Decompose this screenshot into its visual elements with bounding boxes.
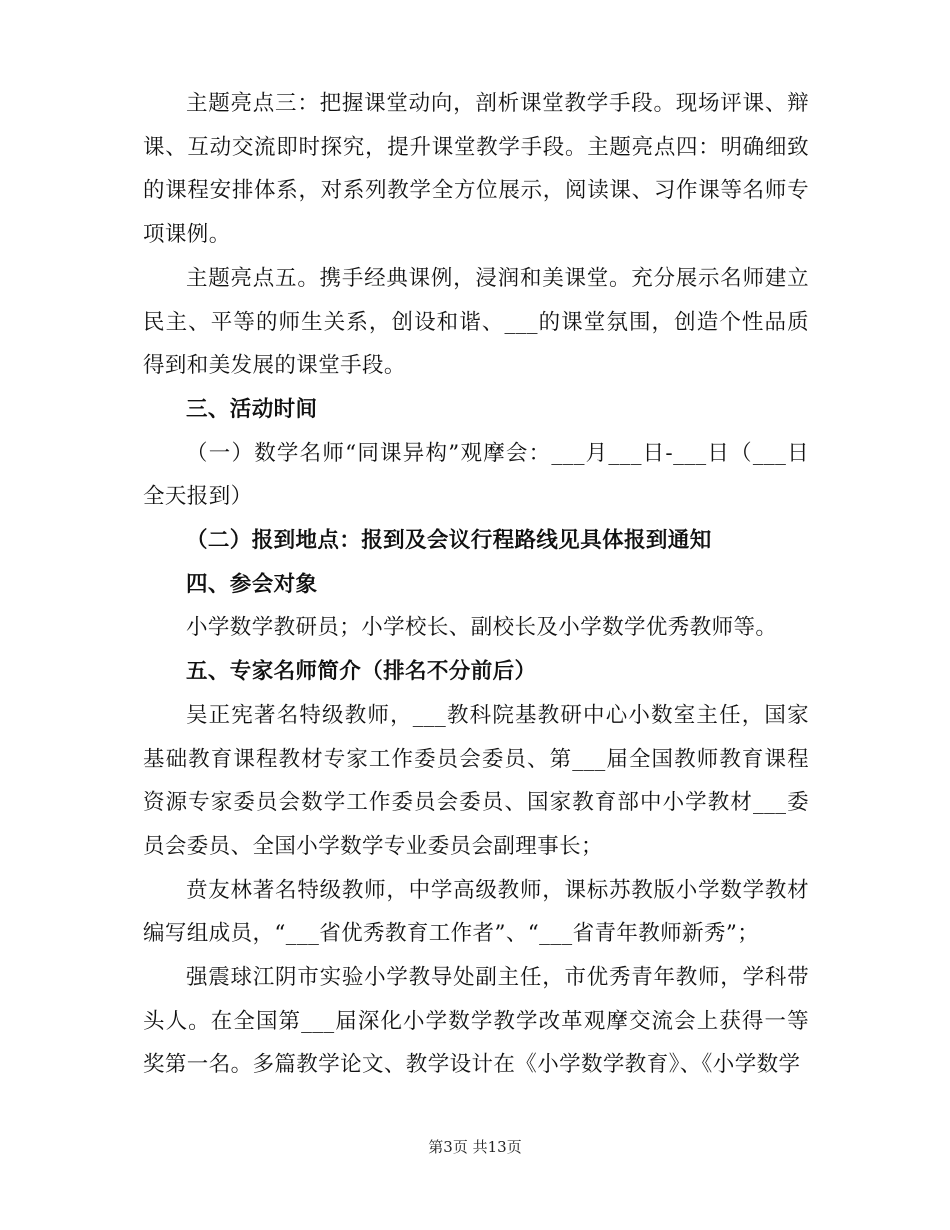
paragraph-highlight-five: 主题亮点五。携手经典课例，浸润和美课堂。充分展示名师建立民主、平等的师生关系，创设和谐、___的课堂氛围，创造个性品质得到和美发展的课堂手段。 [143,265,809,379]
section-heading-activity-time: 三、活动时间 [186,396,318,422]
paragraph-expert-wu: 吴正宪著名特级教师，___教科院基教研中心小数室主任，国家基础教育课程教材专家工作委员会委员、第___届全国教师教育课程资源专家委员会数学工作委员会委员、国家教育部中小学教材___委员会委员、全国小学数学专业委员会副理事长； [143,702,809,859]
page-number-footer: 第3页 共13页 [428,1138,522,1156]
section-heading-participants: 四、参会对象 [186,571,318,597]
paragraph-observation-meeting: （一）数学名师“同课异构”观摩会：___月___日-___日（___日全天报到） [143,440,809,510]
paragraph-participants: 小学数学教研员；小学校长、副校长及小学数学优秀教师等。 [186,615,778,641]
document-body [143,82,809,1087]
paragraph-expert-ben: 贲友林著名特级教师，中学高级教师，课标苏教版小学数学教材编写组成员，“___省优秀教育工作者”、“___省青年教师新秀”； [143,877,809,947]
paragraph-expert-qiang: 强震球江阴市实验小学教导处副主任，市优秀青年教师，学科带头人。在全国第___届深化小学数学教学改革观摩交流会上获得一等奖第一名。多篇教学论文、教学设计在《小学数学教育》、《小学数学 [143,965,809,1078]
section-heading-expert-profiles: 五、专家名师简介（排名不分前后） [186,659,537,685]
subheading-registration-location: （二）报到地点：报到及会议行程路线见具体报到通知 [186,528,712,554]
paragraph-highlight-three-four: 主题亮点三：把握课堂动向，剖析课堂教学手段。现场评课、辩课、互动交流即时探究，提升课堂教学手段。主题亮点四：明确细致的课程安排体系，对系列教学全方位展示，阅读课、习作课等名师专项课例。 [143,91,809,248]
